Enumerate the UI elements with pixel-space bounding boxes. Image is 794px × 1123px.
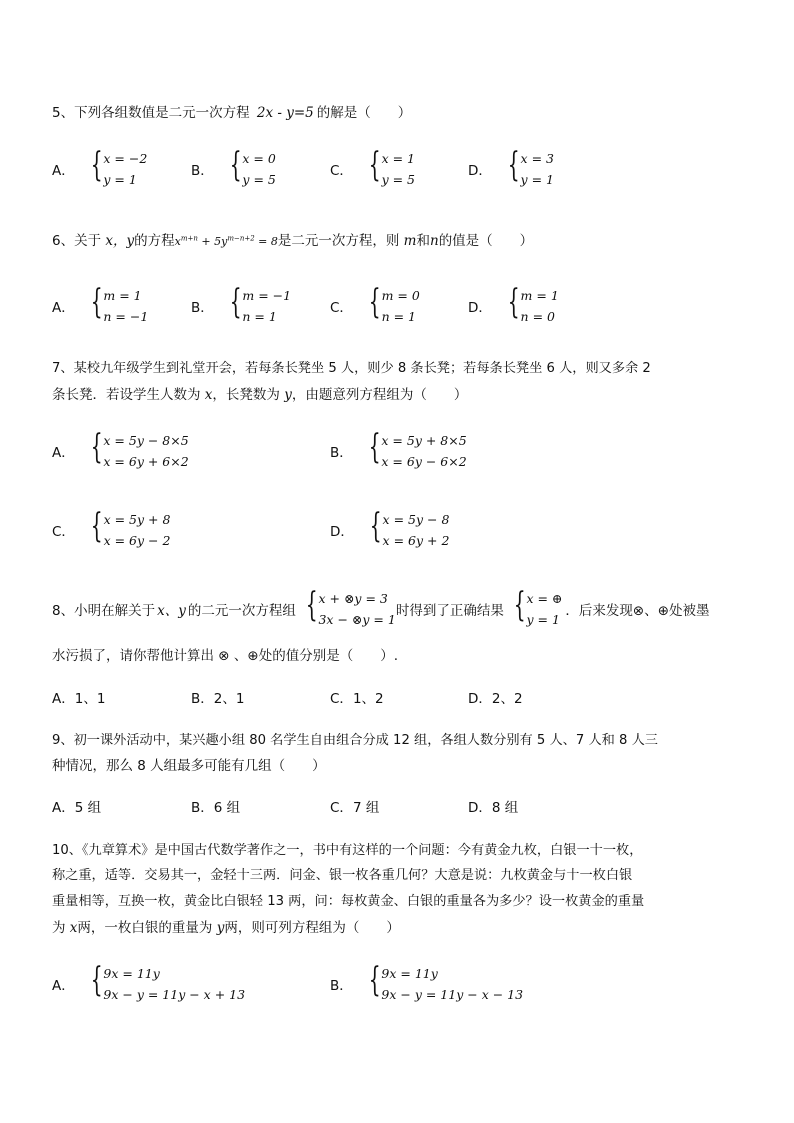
system-eq2: x = 6y + 2 xyxy=(382,533,450,548)
q6-option-c[interactable] xyxy=(330,282,420,327)
q5-prefix: 5、下列各组数值是二元一次方程 xyxy=(52,105,250,121)
system-eq2: y = 1 xyxy=(520,172,554,187)
q7-line1: 7、某校九年级学生到礼堂开会，若每条长凳坐 5 人，则少 8 条长凳；若每条长凳坐 6 人，则又多余 2 xyxy=(52,361,651,376)
q8-line1: 8、小明在解关于 x、y 的二元一次方程组 { x + ⊗y = 3 3x − ⊗y = 1 时得到了正确结果 { x = ⊕ y = 1 ．后来发现⊗、⊕处被墨 xyxy=(52,588,710,630)
equation-system: { x = 5y − 8 x = 6y + 2 xyxy=(360,509,450,551)
option-label: B． xyxy=(191,163,214,179)
q6-option-b[interactable] xyxy=(191,282,292,327)
system-eq2: x = 6y + 6×2 xyxy=(103,454,189,469)
equation-system: { x = 3 y = 1 xyxy=(498,148,554,190)
q6-option-d[interactable] xyxy=(468,282,559,327)
q10-option-a[interactable] xyxy=(52,960,246,1005)
option-label: B． xyxy=(330,445,353,461)
q5-option-c[interactable] xyxy=(330,145,416,190)
q5-suffix: 的解是（ ） xyxy=(316,105,412,121)
system-eq2: x = 6y − 2 xyxy=(103,533,171,548)
option-label: C． xyxy=(330,300,353,316)
equation-system: { x = 5y − 8×5 x = 6y + 6×2 xyxy=(81,430,189,472)
system-eq2: y = 5 xyxy=(381,172,416,187)
equation-system: { 9x = 11y 9x − y = 11y − x + 13 xyxy=(81,963,245,1005)
q6-prefix: 6、关于 xyxy=(52,233,102,249)
system-eq2: y = 1 xyxy=(103,172,137,187)
option-label: B． xyxy=(191,300,214,316)
equation-system: { x = 5y + 8×5 x = 6y − 6×2 xyxy=(359,430,467,472)
q6-equation: $x^{m+n} + 5y^{m-n+2} = 8$ xyxy=(174,234,278,248)
system-eq1: x = 5y − 8×5 xyxy=(103,433,189,448)
system-eq2: n = 0 xyxy=(520,309,555,324)
q10-line1: 10、《九章算术》是中国古代数学著作之一，书中有这样的一个问题：今有黄金九枚，白银一十一枚， xyxy=(52,843,643,858)
q7-option-c[interactable] xyxy=(52,506,171,551)
q8-result-system: { x = ⊕ y = 1 xyxy=(504,588,563,630)
option-label: C． xyxy=(52,524,75,540)
system-eq2: 9x − y = 11y − x − 13 xyxy=(381,987,524,1002)
system-eq1: 9x = 11y xyxy=(103,966,160,981)
question-6-stem xyxy=(52,229,533,249)
equation-system: { m = 1 n = −1 xyxy=(81,285,149,327)
q10-y: y xyxy=(216,920,225,936)
system-eq1: m = −1 xyxy=(242,288,292,303)
q10-option-b[interactable] xyxy=(330,960,524,1005)
q9-option-b[interactable]: B．6 组 xyxy=(191,800,241,816)
system-eq1: x = 3 xyxy=(520,151,554,166)
q6-vars: x，y xyxy=(105,233,135,249)
q9-line1: 9、初一课外活动中，某兴趣小组 80 名学生自由组合分成 12 组，各组人数分别有 5 人、7 人和 8 人三 xyxy=(52,733,658,748)
q9-option-a[interactable]: A．5 组 xyxy=(52,800,102,816)
system-eq1: x = ⊕ xyxy=(526,591,563,606)
system-eq2: n = −1 xyxy=(103,309,149,324)
q9-option-c[interactable]: C．7 组 xyxy=(330,800,380,816)
q5-option-d[interactable] xyxy=(468,145,554,190)
equation-system: { m = −1 n = 1 xyxy=(220,285,291,327)
system-eq2: n = 1 xyxy=(242,309,277,324)
q10-line3: 重量相等，互换一枚，黄金比白银轻 13 两，问：每枚黄金、白银的重量各为多少？设一枚黄金的重量 xyxy=(52,894,645,909)
option-label: A． xyxy=(52,163,75,179)
option-label: B． xyxy=(330,978,353,994)
system-eq1: x = 5y + 8×5 xyxy=(381,433,467,448)
q8-option-d[interactable]: D．2、2 xyxy=(468,691,523,707)
q5-option-a[interactable] xyxy=(52,145,148,190)
equation-system: { x = 5y + 8 x = 6y − 2 xyxy=(81,509,171,551)
system-eq2: n = 1 xyxy=(381,309,417,324)
equation-system: { x = 0 y = 5 xyxy=(220,148,276,190)
q6-mid: 的方程 xyxy=(134,233,175,249)
q6-n: n xyxy=(429,233,439,249)
equation-system: { x = −2 y = 1 xyxy=(81,148,148,190)
q6-option-a[interactable] xyxy=(52,282,149,327)
system-eq1: m = 0 xyxy=(381,288,420,303)
option-label: D． xyxy=(330,524,354,540)
q9-line2: 种情况，那么 8 人组最多可能有几组（ ） xyxy=(52,758,326,774)
q6-and: 和 xyxy=(416,233,430,249)
q7-y: y xyxy=(284,387,292,403)
system-eq2: x = 6y − 6×2 xyxy=(381,454,467,469)
system-eq2: y = 5 xyxy=(242,172,276,187)
q8-option-b[interactable]: B．2、1 xyxy=(191,691,245,707)
system-eq1: x = 1 xyxy=(381,151,416,166)
q5-equation: 2x - y=5 xyxy=(256,105,314,121)
system-eq1: m = 1 xyxy=(520,288,559,303)
q7-x: x xyxy=(204,387,213,403)
system-eq1: x = −2 xyxy=(103,151,148,166)
option-label: A． xyxy=(52,978,75,994)
system-eq1: 9x = 11y xyxy=(381,966,438,981)
q8-vars: x、y xyxy=(157,603,186,619)
system-eq1: x + ⊗y = 3 xyxy=(318,591,388,606)
q8-line2: 水污损了，请你帮他计算出 ⊗ 、⊕处的值分别是（ ）. xyxy=(52,648,398,664)
option-label: D． xyxy=(468,163,492,179)
q10-line4: 为 x两，一枚白银的重量为 y两，则可列方程组为（ ） xyxy=(52,920,400,936)
q7-option-d[interactable] xyxy=(330,506,450,551)
option-label: A． xyxy=(52,300,75,316)
question-5-stem xyxy=(52,101,411,121)
equation-system: { m = 0 n = 1 xyxy=(359,285,420,327)
q6-end: 的值是（ ） xyxy=(438,233,534,249)
equation-system: { x = 1 y = 5 xyxy=(359,148,415,190)
q8-equation-system: { x + ⊗y = 3 3x − ⊗y = 1 xyxy=(296,588,396,630)
system-eq2: 9x − y = 11y − x + 13 xyxy=(103,987,246,1002)
system-eq1: m = 1 xyxy=(103,288,142,303)
option-label: C． xyxy=(330,163,353,179)
q6-suffix: 是二元一次方程，则 xyxy=(277,233,400,249)
q8-option-a[interactable]: A．1、1 xyxy=(52,691,106,707)
q8-option-c[interactable]: C．1、2 xyxy=(330,691,384,707)
option-label: A． xyxy=(52,445,75,461)
q6-m: m xyxy=(403,233,417,249)
system-eq1: x = 5y + 8 xyxy=(103,512,171,527)
q9-option-d[interactable]: D．8 组 xyxy=(468,800,519,816)
option-label: D． xyxy=(468,300,492,316)
system-eq2: 3x − ⊗y = 1 xyxy=(318,612,396,627)
q10-x: x xyxy=(69,920,78,936)
q5-option-b[interactable] xyxy=(191,145,276,190)
equation-system: { m = 1 n = 0 xyxy=(498,285,559,327)
q7-line2: 条长凳．若设学生人数为 x，长凳数为 y，由题意列方程组为（ ） xyxy=(52,387,468,403)
q7-option-b[interactable] xyxy=(330,427,467,472)
system-eq2: y = 1 xyxy=(526,612,560,627)
system-eq1: x = 0 xyxy=(242,151,276,166)
q7-option-a[interactable] xyxy=(52,427,189,472)
system-eq1: x = 5y − 8 xyxy=(382,512,450,527)
equation-system: { 9x = 11y 9x − y = 11y − x − 13 xyxy=(359,963,523,1005)
q10-line2: 称之重，适等．交易其一，金轻十三两．问金、银一枚各重几何？大意是说：九枚黄金与十一枚白银 xyxy=(52,868,633,883)
